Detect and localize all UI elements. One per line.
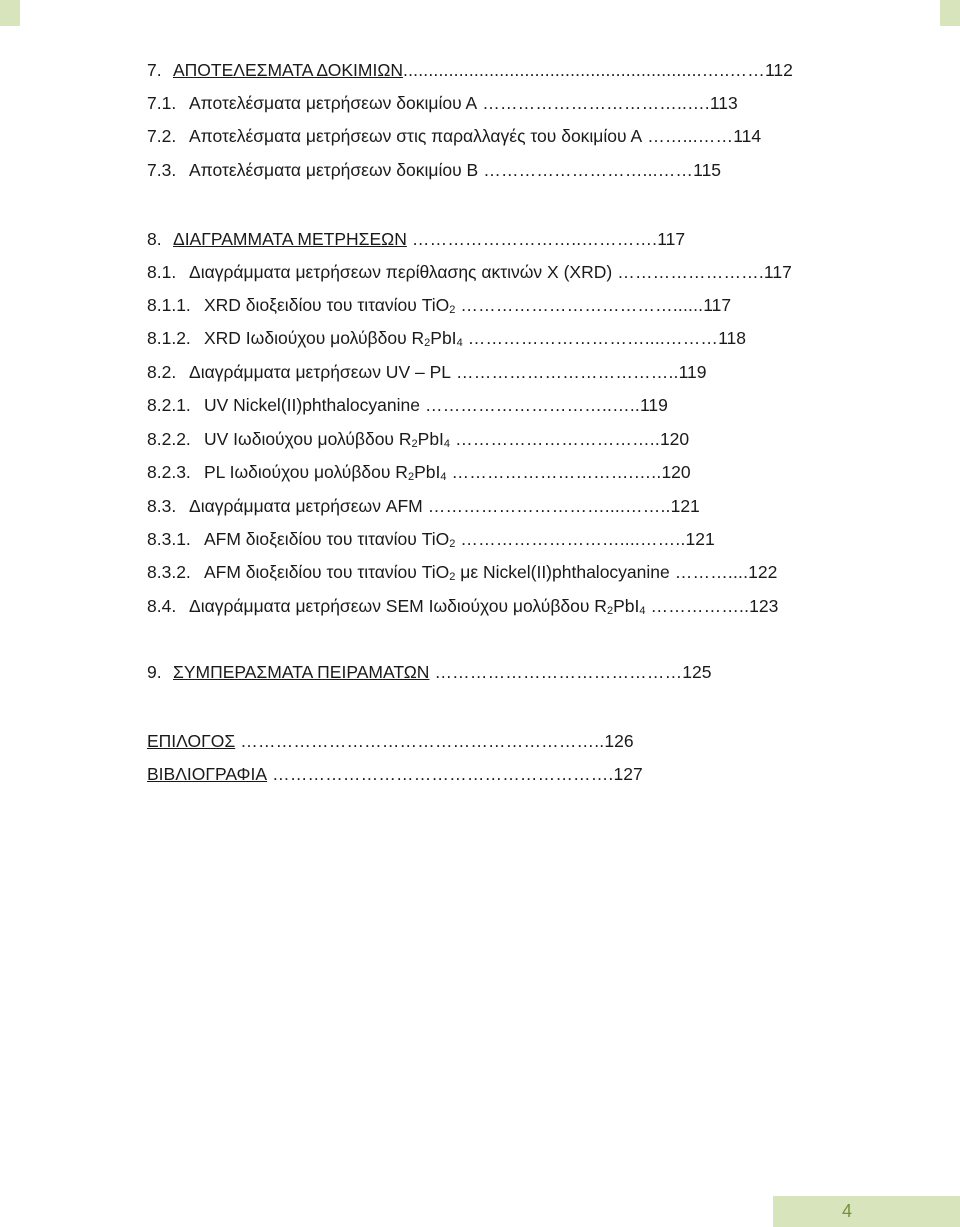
entry-number: 8.2. xyxy=(147,362,177,382)
entry-title: ΣΥΜΠΕΡΑΣΜΑΤΑ ΠΕΙΡΑΜΑΤΩΝ xyxy=(173,662,430,682)
leader-dots: ……...…… xyxy=(642,126,734,146)
entry-number: 8.2.1. xyxy=(147,395,191,415)
entry-page: 120 xyxy=(659,429,690,449)
subscript: 2 xyxy=(424,337,431,349)
toc-entry[interactable] xyxy=(147,360,706,384)
entry-title: PL Ιωδιούχου μολύβδου R xyxy=(204,462,408,482)
formula-part: PbI xyxy=(414,462,441,482)
subscript: 2 xyxy=(449,304,456,316)
entry-number: 8.1. xyxy=(147,262,177,282)
toc-entry[interactable] xyxy=(147,762,643,786)
subscript: 2 xyxy=(449,538,456,550)
formula-part: PbI xyxy=(430,328,457,348)
entry-title: ΔΙΑΓΡΑΜΜΑΤΑ ΜΕΤΡΗΣΕΩΝ xyxy=(173,229,407,249)
subscript: 4 xyxy=(639,605,646,617)
entry-title: Αποτελέσματα μετρήσεων δοκιμίου Α xyxy=(189,93,478,113)
leader-dots: …………………………....…….. xyxy=(422,496,671,516)
entry-page: 112 xyxy=(764,60,793,80)
entry-number: 8.2.2. xyxy=(147,429,191,449)
subscript: 2 xyxy=(411,438,418,450)
formula-part: με Nickel(II)phthalocyanine xyxy=(455,562,670,582)
leader-dots: …………………………………… xyxy=(429,662,683,682)
toc-entry[interactable] xyxy=(147,460,691,484)
top-right-corner-mark xyxy=(940,0,960,26)
toc-entry[interactable] xyxy=(147,660,712,684)
formula-part: PbI xyxy=(417,429,444,449)
leader-dots: ……….... xyxy=(669,562,749,582)
leader-dots: ...........................................................…..…… xyxy=(403,60,765,80)
leader-dots: …………………………………………………….. xyxy=(235,731,605,751)
page-number: 4 xyxy=(841,1201,852,1221)
leader-dots: …………………………………………………. xyxy=(267,764,614,784)
entry-title: AFM διοξειδίου του τιτανίου TiO xyxy=(204,529,450,549)
subscript: 2 xyxy=(606,605,614,617)
leader-dots: ……………………………..…. xyxy=(477,93,710,113)
entry-title: Διαγράμματα μετρήσεων AFM xyxy=(189,496,423,516)
toc-entry[interactable] xyxy=(147,427,689,451)
entry-page: 117 xyxy=(763,262,792,282)
toc-entry[interactable] xyxy=(147,158,721,182)
entry-page: 121 xyxy=(670,496,700,516)
entry-page: 119 xyxy=(639,395,668,415)
entry-page: 122 xyxy=(748,562,778,582)
leader-dots: …………………………..….. xyxy=(419,395,640,415)
entry-title: Διαγράμματα μετρήσεων περίθλασης ακτινών X (XRD) xyxy=(189,262,613,282)
toc-entry[interactable] xyxy=(147,227,685,251)
toc-entry[interactable] xyxy=(147,293,731,317)
leader-dots: …………….. xyxy=(645,596,750,616)
subscript: 4 xyxy=(443,438,451,450)
entry-page: 114 xyxy=(733,126,762,146)
entry-number: 7.3. xyxy=(147,160,177,180)
entry-number: 7. xyxy=(147,60,162,80)
top-left-corner-mark xyxy=(0,0,20,26)
page-footer xyxy=(773,1196,960,1227)
entry-number: 8.3.1. xyxy=(147,529,191,549)
entry-number: 8.4. xyxy=(147,596,177,616)
entry-number: 8.1.2. xyxy=(147,328,191,348)
toc-entry[interactable] xyxy=(147,494,700,518)
entry-number: 8.3.2. xyxy=(147,562,191,582)
entry-page: 120 xyxy=(661,462,691,482)
subscript: 4 xyxy=(440,471,447,483)
entry-page: 125 xyxy=(682,662,712,682)
entry-title: AFM διοξειδίου του τιτανίου TiO xyxy=(204,562,450,582)
leader-dots: ………………………………...... xyxy=(455,295,704,315)
entry-page: 118 xyxy=(718,328,747,348)
entry-title: Διαγράμματα μετρήσεων UV – PL xyxy=(189,362,451,382)
entry-title: XRD διοξειδίου του τιτανίου TiO xyxy=(204,295,450,315)
entry-number: 8.1.1. xyxy=(147,295,191,315)
entry-title: Αποτελέσματα μετρήσεων δοκιμίου Β xyxy=(189,160,479,180)
entry-page: 113 xyxy=(709,93,738,113)
toc-entry[interactable] xyxy=(147,527,715,551)
leader-dots: …………………………….. xyxy=(450,429,660,449)
formula-part: PbI xyxy=(613,596,640,616)
toc-entry[interactable] xyxy=(147,560,777,584)
subscript: 4 xyxy=(456,337,463,349)
subscript: 2 xyxy=(449,571,456,583)
entry-number: 7.2. xyxy=(147,126,177,146)
toc-entry[interactable] xyxy=(147,58,793,82)
entry-page: 115 xyxy=(693,160,722,180)
entry-number: 8. xyxy=(147,229,162,249)
entry-number: 8.2.3. xyxy=(147,462,191,482)
leader-dots: ………………………....…….. xyxy=(455,529,686,549)
entry-title: UV Nickel(II)phthalocyanine xyxy=(204,395,420,415)
leader-dots: ………………………….….. xyxy=(446,462,662,482)
entry-number: 9. xyxy=(147,662,162,682)
toc-entry[interactable] xyxy=(147,91,738,115)
entry-title: Αποτελέσματα μετρήσεων στις παραλλαγές του δοκιμίου Α xyxy=(189,126,643,146)
entry-title: UV Ιωδιούχου μολύβδου R xyxy=(204,429,412,449)
entry-number: 7.1. xyxy=(147,93,177,113)
entry-page: 123 xyxy=(749,596,779,616)
entry-page: 119 xyxy=(678,362,707,382)
leader-dots: ……………………………….. xyxy=(450,362,679,382)
toc-entry[interactable] xyxy=(147,326,746,350)
toc-entry[interactable] xyxy=(147,729,634,753)
entry-title: ΑΠΟΤΕΛΕΣΜΑΤΑ ΔΟΚΙΜΙΩΝ xyxy=(173,60,404,80)
leader-dots: ………………………..…………. xyxy=(406,229,658,249)
entry-number: 8.3. xyxy=(147,496,177,516)
entry-title: ΒΙΒΛΙΟΓΡΑΦΙΑ xyxy=(147,764,268,784)
entry-title: Διαγράμματα μετρήσεων SEM Ιωδιούχου μολύβδου R xyxy=(189,596,607,616)
entry-page: 127 xyxy=(613,764,643,784)
toc-entry[interactable] xyxy=(147,260,792,284)
entry-page: 117 xyxy=(703,295,732,315)
toc-entry[interactable] xyxy=(147,124,761,148)
entry-page: 117 xyxy=(657,229,686,249)
subscript: 2 xyxy=(407,471,415,483)
entry-title: ΕΠΙΛΟΓΟΣ xyxy=(147,731,236,751)
toc-entry[interactable] xyxy=(147,393,668,417)
leader-dots: ………………………...…… xyxy=(478,160,694,180)
entry-page: 126 xyxy=(604,731,634,751)
leader-dots: ……………………. xyxy=(612,262,764,282)
leader-dots: …………………………....……… xyxy=(462,328,719,348)
entry-page: 121 xyxy=(685,529,715,549)
entry-title: XRD Ιωδιούχου μολύβδου R xyxy=(204,328,425,348)
toc-entry[interactable] xyxy=(147,594,778,618)
